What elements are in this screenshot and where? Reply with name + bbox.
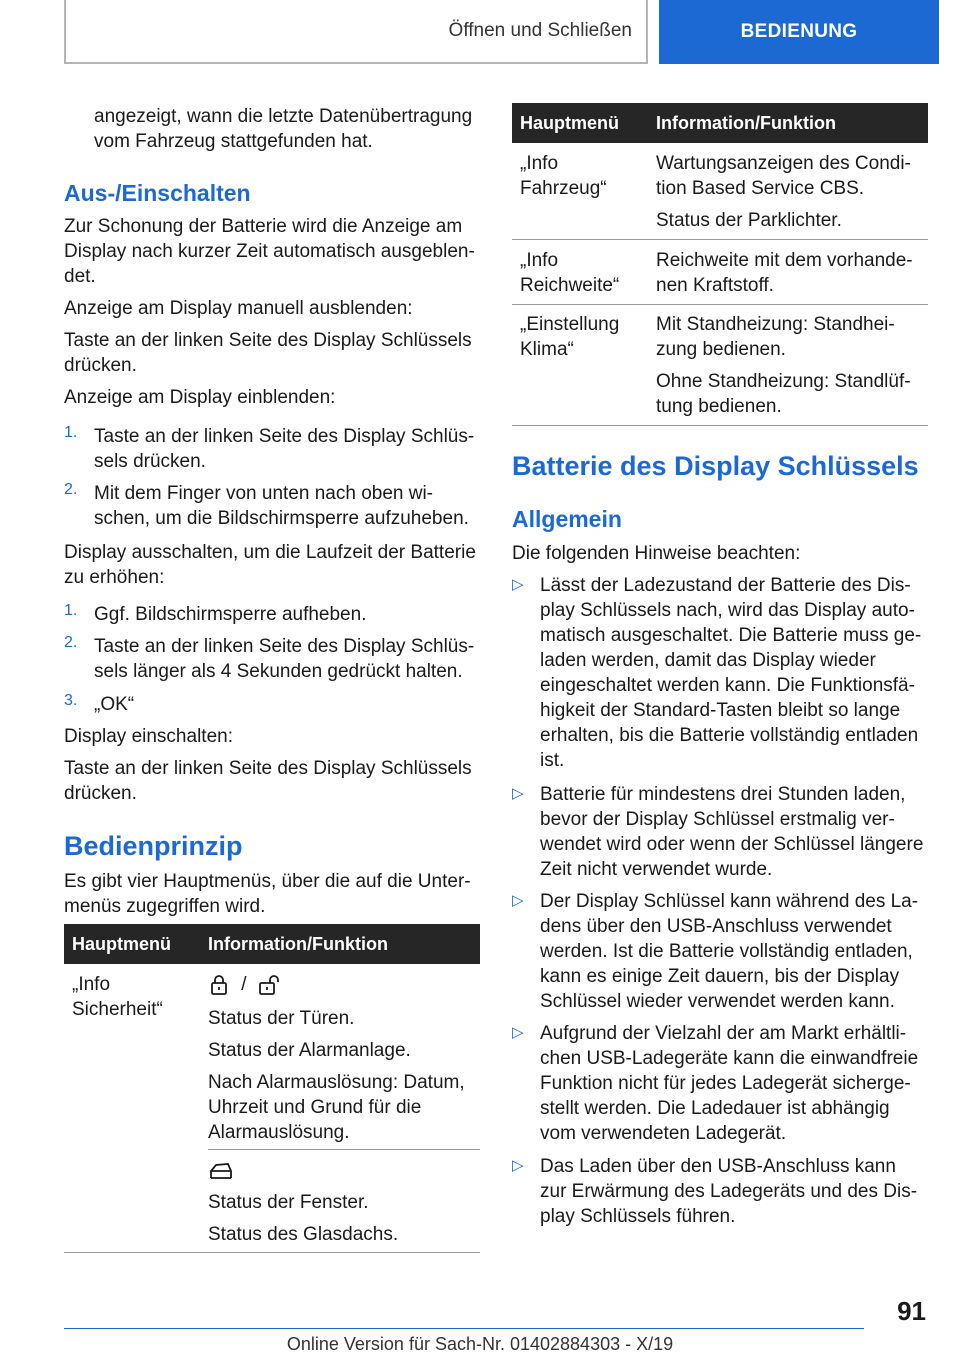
list-text: Aufgrund der Vielzahl der am Markt erhältli- bbox=[540, 1023, 907, 1044]
info-text: tung bedienen. bbox=[656, 396, 782, 417]
list-text: vom verwendeten Ladegerät. bbox=[540, 1123, 787, 1144]
list-text: play Schlüssels nach, wird das Display auto- bbox=[540, 600, 915, 621]
heading-allgemein: Allgemein bbox=[512, 506, 622, 532]
list-text: higkeit der Standard-Tasten bleibt so lange bbox=[540, 700, 901, 721]
bullet-triangle-icon: ▷ bbox=[512, 1024, 524, 1041]
table-cell-info bbox=[208, 972, 478, 1145]
header-chapter-tab[interactable] bbox=[659, 0, 939, 64]
menu-text: „Info bbox=[72, 974, 111, 995]
heading-batterie: Batterie des Display Schlüssels bbox=[512, 451, 919, 481]
table-header bbox=[64, 924, 480, 964]
paragraph-text: Anzeige am Display einblenden: bbox=[64, 387, 336, 408]
list-text: ist. bbox=[540, 750, 565, 771]
list-text: Zeit nicht verwendet wurde. bbox=[540, 859, 773, 880]
info-text: Status der Fenster. bbox=[208, 1192, 369, 1213]
list-text: werden. Ist die Batterie vollständig entladen, bbox=[540, 941, 913, 962]
table-cell-info bbox=[208, 1158, 478, 1247]
table-cell-menu bbox=[520, 312, 619, 362]
paragraph-text: Taste an der linken Seite des Display Schlüssels bbox=[64, 330, 472, 351]
info-text: Alarmauslösung. bbox=[208, 1122, 350, 1143]
table-cell-info bbox=[656, 248, 926, 298]
list-text: wendet wird oder wenn der Schlüssel längere bbox=[540, 834, 924, 855]
info-text: Nach Alarmauslösung: Datum, bbox=[208, 1072, 465, 1093]
list-number: 3. bbox=[64, 692, 78, 709]
list-item bbox=[64, 481, 480, 531]
info-text: Status der Türen. bbox=[208, 1008, 355, 1029]
list-text: bevor der Display Schlüssel erstmalig ver- bbox=[540, 809, 895, 830]
paragraph-text: Display ausschalten, um die Laufzeit der Batterie bbox=[64, 542, 476, 563]
list-text: zur Erwärmung des Ladegeräts und des Dis- bbox=[540, 1181, 918, 1202]
heading-aus-einschalten: Aus-/Einschalten bbox=[64, 180, 251, 206]
info-text: Mit Standheizung: Standhei- bbox=[656, 314, 895, 335]
car-window-icon bbox=[208, 1160, 234, 1182]
paragraph-text: Anzeige am Display manuell ausblenden: bbox=[64, 298, 413, 319]
table-bottom-rule bbox=[64, 1252, 480, 1253]
list-text: laden werden, damit das Display wieder bbox=[540, 650, 876, 671]
list-text: Funktion nicht für jedes Ladegerät sicherge- bbox=[540, 1073, 911, 1094]
table-cell-menu bbox=[520, 248, 619, 298]
info-text: Status der Alarmanlage. bbox=[208, 1040, 411, 1061]
list-item bbox=[64, 692, 480, 717]
info-text: Reichweite mit dem vorhande- bbox=[656, 250, 913, 271]
list-item bbox=[512, 573, 928, 773]
table-cell-menu bbox=[72, 972, 163, 1022]
list-item bbox=[512, 782, 928, 882]
list-text: Mit dem Finger von unten nach oben wi- bbox=[94, 483, 434, 504]
info-text: Status des Glasdachs. bbox=[208, 1224, 399, 1245]
paragraph-text: Die folgenden Hinweise beachten: bbox=[512, 543, 801, 564]
intro-line-2: vom Fahrzeug stattgefunden hat. bbox=[94, 131, 373, 152]
info-text: Status der Parklichter. bbox=[656, 210, 842, 231]
menu-text: Sicherheit“ bbox=[72, 999, 163, 1020]
paragraph-text: menüs zugegriffen wird. bbox=[64, 896, 266, 917]
list-text: Taste an der linken Seite des Display Schlüs- bbox=[94, 426, 475, 447]
table-cell-info bbox=[656, 312, 926, 419]
menu-text: „Info bbox=[520, 153, 559, 174]
lock-open-icon bbox=[258, 974, 284, 996]
list-number: 1. bbox=[64, 602, 78, 619]
list-text: erhalten, bis die Batterie vollständig entladen bbox=[540, 725, 919, 746]
list-item bbox=[64, 602, 480, 627]
bullet-triangle-icon: ▷ bbox=[512, 1157, 524, 1174]
page-number: 91 bbox=[897, 1296, 926, 1326]
list-text: Lässt der Ladezustand der Batterie des Dis- bbox=[540, 575, 911, 596]
list-text: kann es einige Zeit dauern, bis der Display bbox=[540, 966, 900, 987]
list-text: eingeschaltet werden kann. Die Funktionsfä- bbox=[540, 675, 915, 696]
info-text: Wartungsanzeigen des Condi- bbox=[656, 153, 911, 174]
list-item bbox=[512, 889, 928, 1014]
list-text: dens über den USB-Anschluss verwendet bbox=[540, 916, 892, 937]
list-text: matisch ausgeschaltet. Die Batterie muss ge- bbox=[540, 625, 922, 646]
icon-separator: / bbox=[241, 974, 247, 995]
list-text: Ggf. Bildschirmsperre aufheben. bbox=[94, 604, 367, 625]
header-section-title: Öffnen und Schließen bbox=[448, 20, 632, 41]
list-number: 1. bbox=[64, 424, 78, 441]
list-text: chen USB-Ladegeräte kann die einwandfreie bbox=[540, 1048, 919, 1069]
footer-rule bbox=[64, 1328, 864, 1329]
table-cell-menu bbox=[520, 151, 607, 201]
info-text: Ohne Standheizung: Standlüf- bbox=[656, 371, 911, 392]
intro-line-1: angezeigt, wann die letzte Datenübertragung bbox=[94, 106, 473, 127]
info-text: Uhrzeit und Grund für die bbox=[208, 1097, 422, 1118]
info-text: tion Based Service CBS. bbox=[656, 178, 865, 199]
list-text: schen, um die Bildschirmsperre aufzuheben. bbox=[94, 508, 469, 529]
info-text: zung bedienen. bbox=[656, 339, 786, 360]
list-item bbox=[512, 1021, 928, 1146]
paragraph-text: Zur Schonung der Batterie wird die Anzeige am bbox=[64, 216, 463, 237]
table-bottom-rule bbox=[512, 425, 928, 426]
list-text: Taste an der linken Seite des Display Schlüs- bbox=[94, 636, 475, 657]
menu-text: Fahrzeug“ bbox=[520, 178, 607, 199]
footer-text: Online Version für Sach-Nr. 01402884303 - X/19 bbox=[286, 1334, 674, 1354]
paragraph-text: Display einschalten: bbox=[64, 726, 233, 747]
list-text: „OK“ bbox=[94, 694, 135, 715]
list-text: sels drücken. bbox=[94, 451, 206, 472]
list-item bbox=[64, 424, 480, 474]
paragraph-text: drücken. bbox=[64, 783, 137, 804]
paragraph-text: det. bbox=[64, 266, 96, 287]
paragraph-text: zu erhöhen: bbox=[64, 567, 165, 588]
table-row-divider bbox=[512, 239, 928, 240]
menu-text: Reichweite“ bbox=[520, 275, 620, 296]
menu-text: „Info bbox=[520, 250, 559, 271]
table-header-menu: Hauptmenü bbox=[520, 113, 619, 133]
table-row-divider bbox=[512, 304, 928, 305]
menu-text: „Einstellung bbox=[520, 314, 620, 335]
list-text: Der Display Schlüssel kann während des La- bbox=[540, 891, 919, 912]
header-chapter-title: BEDIENUNG bbox=[740, 21, 858, 42]
list-text: stellt werden. Die Ladedauer ist abhängig bbox=[540, 1098, 890, 1119]
table-header-info: Information/Funktion bbox=[656, 113, 836, 133]
paragraph-text: drücken. bbox=[64, 355, 137, 376]
lock-closed-icon bbox=[208, 974, 230, 996]
list-item bbox=[512, 1154, 928, 1229]
bullet-triangle-icon: ▷ bbox=[512, 785, 524, 802]
list-number: 2. bbox=[64, 481, 78, 498]
paragraph-text: Es gibt vier Hauptmenüs, über die auf die Unter- bbox=[64, 871, 471, 892]
table-header bbox=[512, 103, 928, 143]
table-row-divider bbox=[208, 1149, 480, 1150]
list-text: Batterie für mindestens drei Stunden laden, bbox=[540, 784, 906, 805]
list-text: Das Laden über den USB-Anschluss kann bbox=[540, 1156, 896, 1177]
heading-bedienprinzip: Bedienprinzip bbox=[64, 831, 243, 861]
paragraph-text: Display nach kurzer Zeit automatisch ausgeblen- bbox=[64, 241, 475, 262]
bullet-triangle-icon: ▷ bbox=[512, 576, 524, 593]
list-number: 2. bbox=[64, 634, 78, 651]
list-item bbox=[64, 634, 480, 684]
table-header-menu: Hauptmenü bbox=[72, 934, 171, 954]
info-text: nen Kraftstoff. bbox=[656, 275, 774, 296]
list-text: play Schlüssels führen. bbox=[540, 1206, 736, 1227]
paragraph-text: Taste an der linken Seite des Display Schlüssels bbox=[64, 758, 472, 779]
list-text: Schlüssel wieder verwendet werden kann. bbox=[540, 991, 895, 1012]
header-section bbox=[64, 0, 648, 64]
table-cell-info bbox=[656, 151, 926, 233]
table-header-info: Information/Funktion bbox=[208, 934, 388, 954]
bullet-triangle-icon: ▷ bbox=[512, 892, 524, 909]
list-text: sels länger als 4 Sekunden gedrückt halten. bbox=[94, 661, 463, 682]
menu-text: Klima“ bbox=[520, 339, 574, 360]
